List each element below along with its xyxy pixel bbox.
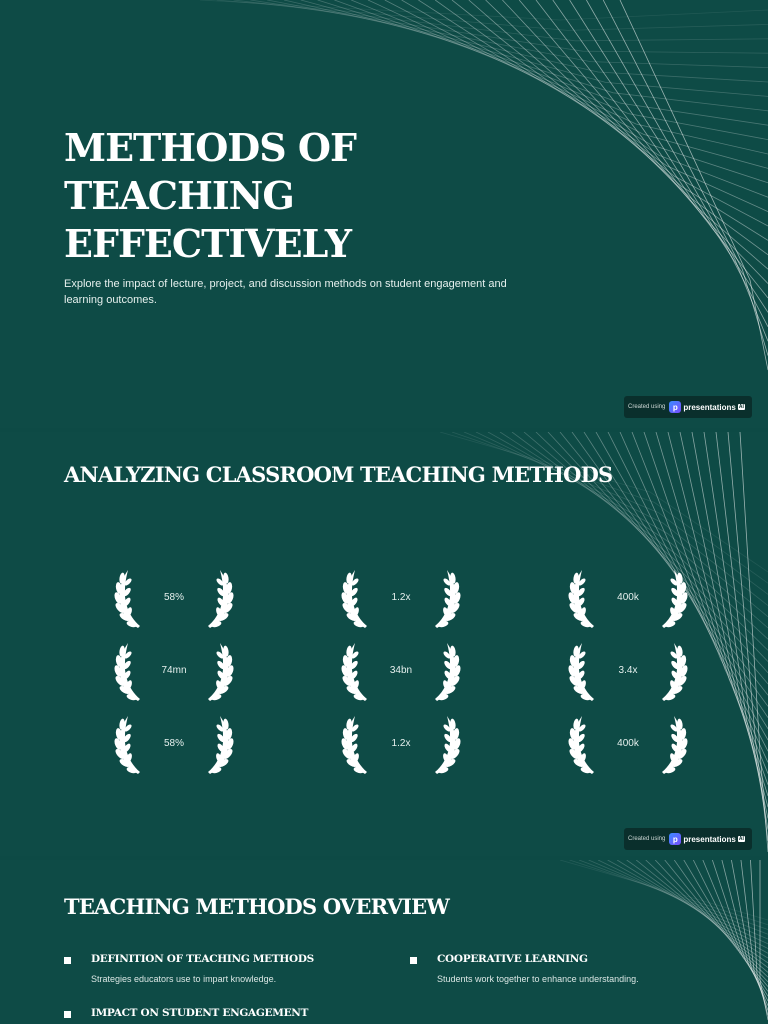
laurel-right-icon xyxy=(431,714,461,776)
bullet-square-icon xyxy=(64,957,71,964)
stat-item xyxy=(341,568,461,632)
title-line-2: TEACHING xyxy=(64,173,294,218)
stat-item xyxy=(341,714,461,778)
page-subtitle: Explore the impact of lecture, project, and discussion methods on student engagement and learning outcomes. xyxy=(64,278,507,306)
laurel-left-icon xyxy=(568,641,598,703)
section-title: ANALYZING CLASSROOM TEACHING METHODS xyxy=(64,462,613,487)
stat-value: 1.2x xyxy=(391,738,411,749)
page-title xyxy=(64,124,484,268)
stat-item xyxy=(114,714,234,778)
item-description: Strategies educators use to impart knowledge. xyxy=(91,974,277,984)
laurel-left-icon xyxy=(568,568,598,630)
badge-brand: presentations xyxy=(683,402,736,412)
stat-value: 58% xyxy=(163,592,184,603)
item-heading: COOPERATIVE LEARNING xyxy=(437,953,588,965)
presentations-badge[interactable] xyxy=(624,396,752,418)
stat-item xyxy=(341,641,461,705)
laurel-right-icon xyxy=(204,714,234,776)
stat-value: 400k xyxy=(617,738,639,749)
laurel-right-icon xyxy=(204,641,234,703)
laurel-left-icon xyxy=(341,568,371,630)
item-heading: IMPACT ON STUDENT ENGAGEMENT xyxy=(91,1007,309,1019)
stat-value: 74mn xyxy=(161,665,187,676)
presentations-logo-icon: p xyxy=(669,833,681,845)
laurel-right-icon xyxy=(658,714,688,776)
stat-value: 3.4x xyxy=(618,665,638,676)
bullet-square-icon xyxy=(64,1011,71,1018)
item-heading: DEFINITION OF TEACHING METHODS xyxy=(91,953,314,965)
laurel-right-icon xyxy=(658,641,688,703)
presentations-badge[interactable] xyxy=(624,828,752,850)
laurel-right-icon xyxy=(658,568,688,630)
badge-created-text: Created using xyxy=(628,836,666,842)
title-line-3: EFFECTIVELY xyxy=(64,221,352,266)
section-title: TEACHING METHODS OVERVIEW xyxy=(64,894,450,919)
laurel-left-icon xyxy=(568,714,598,776)
laurel-right-icon xyxy=(204,568,234,630)
presentations-logo-icon: p xyxy=(669,401,681,413)
laurel-left-icon xyxy=(114,714,144,776)
laurel-left-icon xyxy=(114,641,144,703)
stat-item xyxy=(114,568,234,632)
item-description: Students work together to enhance understanding. xyxy=(437,974,639,984)
overview-slide xyxy=(0,860,768,1024)
laurel-right-icon xyxy=(431,641,461,703)
bullet-square-icon xyxy=(410,957,417,964)
laurel-left-icon xyxy=(341,714,371,776)
laurel-right-icon xyxy=(431,568,461,630)
stat-item xyxy=(568,641,688,705)
stat-item xyxy=(568,714,688,778)
stats-slide xyxy=(0,432,768,856)
badge-brand: presentations xyxy=(683,834,736,844)
badge-ai-tag: AI xyxy=(738,836,744,842)
stat-value: 1.2x xyxy=(391,592,411,603)
stat-value: 58% xyxy=(163,738,184,749)
title-line-1: METHODS OF xyxy=(64,125,357,170)
decorative-lines xyxy=(0,860,768,1024)
badge-ai-tag: AI xyxy=(738,404,744,410)
badge-created-text: Created using xyxy=(628,404,666,410)
laurel-left-icon xyxy=(341,641,371,703)
stat-value: 400k xyxy=(617,592,639,603)
laurel-left-icon xyxy=(114,568,144,630)
title-slide xyxy=(0,0,768,428)
stat-value: 34bn xyxy=(389,665,413,676)
stat-item xyxy=(114,641,234,705)
stat-item xyxy=(568,568,688,632)
